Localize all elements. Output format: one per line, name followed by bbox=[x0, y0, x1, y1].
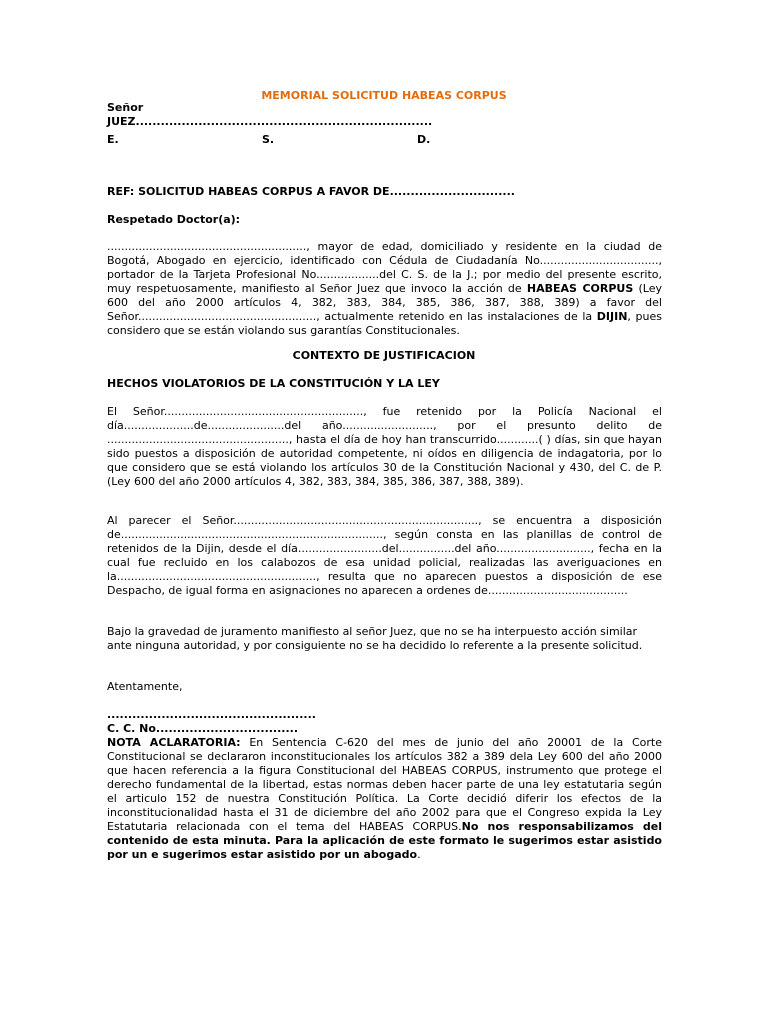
oath-paragraph: Bajo la gravedad de juramento manifiesto al señor Juez, que no se ha interpuesto acción similar ante ninguna autoridad, y por consiguiente no se ha decidido lo referente a la presente solicitud. bbox=[107, 625, 643, 652]
dijin-bold: DIJIN bbox=[596, 310, 628, 323]
facts-paragraph-1: El Señor........................................................., fue retenido por la Policía Nacional el día....................de......................del año.........................., por el presunto delito de ...................................................., hasta el día de hoy han transcurrido............( ) días, sin que hayan sido puestos a disposición de autoridad competente, ni oídos en diligencia de indagatoria, por lo que considero que se está violando los artículos 30 de la Constitución Nacional y 430, del C. de P. (Ley 600 del año 2000 artículos 4, 382, 383, 384, 385, 386, 387, 388, 389). bbox=[107, 405, 662, 488]
address-s: S. bbox=[262, 133, 275, 146]
closing: Atentamente, bbox=[107, 680, 183, 693]
reference-line: REF: SOLICITUD HABEAS CORPUS A FAVOR DE.............................. bbox=[107, 185, 515, 198]
nota-bold-tail: No nos responsabilizamos del contenido de esta minuta. Para la aplicación de este formato le sugerimos estar asistido por un e sugerimos estar asistido por un abogado bbox=[107, 820, 662, 861]
address-block bbox=[107, 101, 662, 129]
heading-hechos: HECHOS VIOLATORIOS DE LA CONSTITUCIÓN Y LA LEY bbox=[107, 377, 440, 390]
nota-aclaratoria: NOTA ACLARATORIA: En Sentencia C-620 del mes de junio del año 20001 de la Corte Constitucional se declararon inconstitucionales los artículos 382 a 389 dela Ley 600 del año 2000 que hacen referencia a la figura Constitucional del HABEAS CORPUS, instrumento que protege el derecho fundamental de la libertad, estas normas deben hacer parte de una ley estatutaria según el articulo 152 de nuestra Constitución Política. La Corte decidió diferir los efectos de la inconstitucionalidad hasta el 31 de diciembre del año 2002 para que el Congreso expida la Ley Estatutaria relacionada con el tema del HABEAS CORPUS.No nos responsabilizamos del contenido de esta minuta. Para la aplicación de este formato le sugerimos estar asistido por un e sugerimos estar asistido por un abogado. bbox=[107, 736, 663, 861]
cc-line: C. C. No.................................. bbox=[107, 722, 299, 735]
address-d: D. bbox=[417, 133, 431, 146]
intro-paragraph: ........................................................., mayor de edad, domiciliado y residente en la ciudad de Bogotá, Abogado en ejercicio, identificado con Cédula de Ciudadanía No.................................., portador de la Tarjeta Profesional No..................del C. S. de la J.; por medio del presente escrito, muy respetuosamente, manifiesto al Señor Juez que invoco la acción de HABEAS CORPUS (Ley 600 del año 2000 artículos 4, 382, 383, 384, 385, 386, 387, 388, 389) a favor del Señor..................................................., actualmente retenido en las instalaciones de la DIJIN, pues considero que se están violando sus garantías Constitucionales. bbox=[107, 240, 662, 337]
signature-line: .................................................. bbox=[107, 708, 316, 721]
facts-paragraph-2: Al parecer el Señor......................................................................, se encuentra a disposición de..........................................................................., según consta en las planillas de control de retenidos de la Dijin, desde el día........................del................del año..........................., fecha en la cual fue recluido en los calabozos de esa unidad policial, realizadas las averiguaciones en la........................................................., resulta que no aparecen puestos a disposición de ese Despacho, de igual forma en asignaciones no aparecen a ordenes de........................................ bbox=[107, 514, 662, 597]
address-e: E. bbox=[107, 133, 119, 146]
address-line-juez: JUEZ....................................................................... bbox=[107, 115, 433, 128]
address-line-senor: Señor bbox=[107, 101, 144, 114]
nota-label: NOTA ACLARATORIA: bbox=[107, 736, 241, 749]
salutation: Respetado Doctor(a): bbox=[107, 213, 241, 226]
habeas-corpus-bold: HABEAS CORPUS bbox=[526, 282, 634, 295]
document-title: MEMORIAL SOLICITUD HABEAS CORPUS bbox=[261, 89, 507, 102]
heading-contexto: CONTEXTO DE JUSTIFICACION bbox=[292, 349, 476, 362]
